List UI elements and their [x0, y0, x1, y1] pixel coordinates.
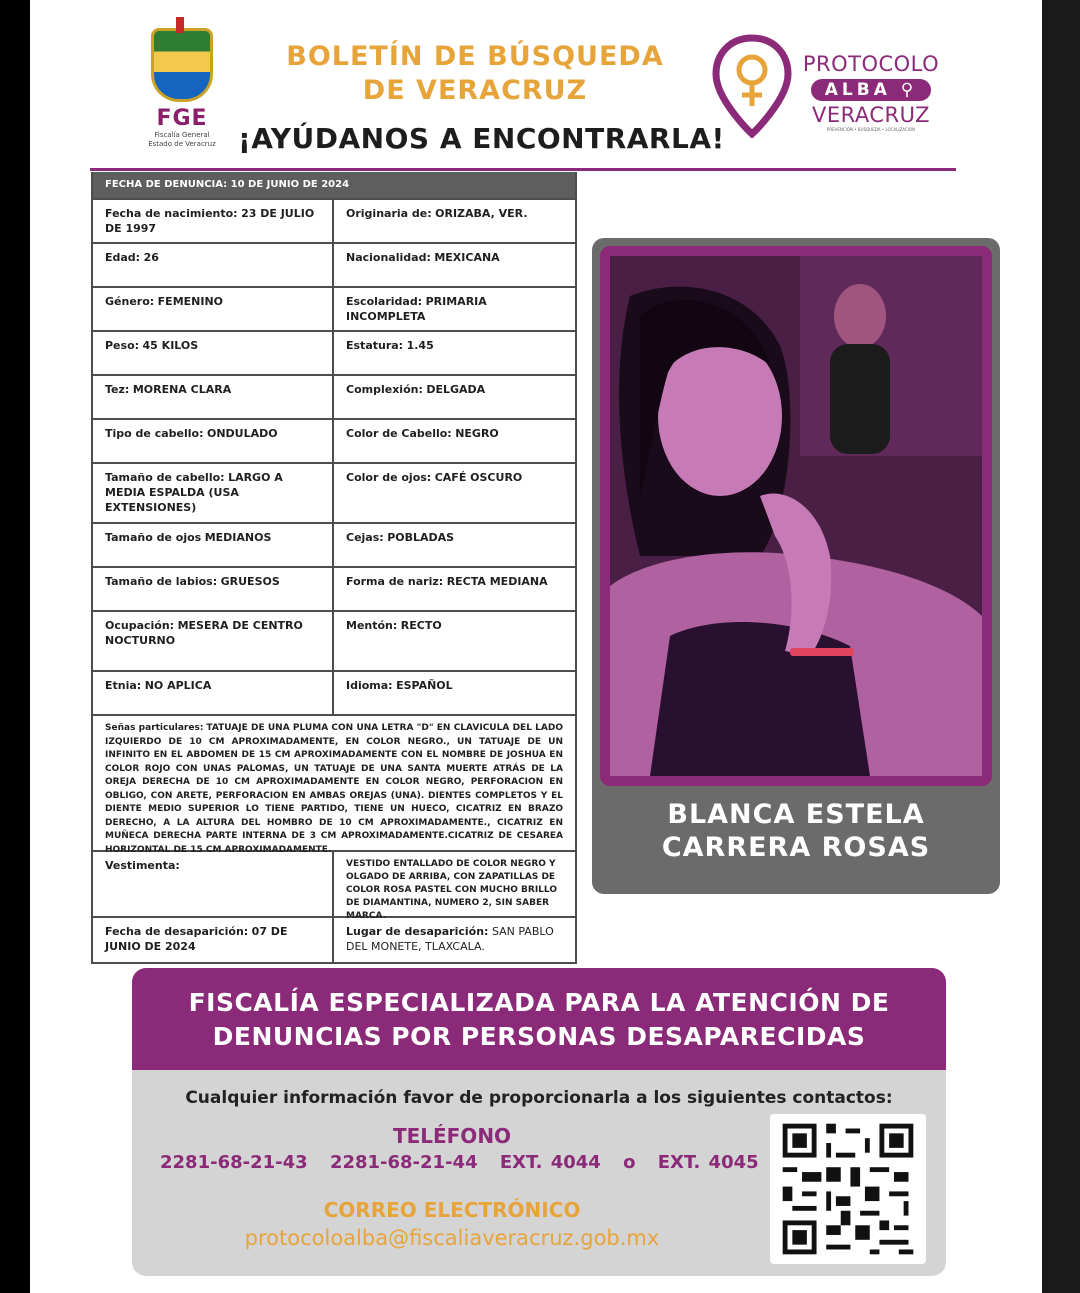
table-cell: Vestimenta:: [93, 852, 334, 916]
fge-logo-text: FGE: [156, 106, 208, 131]
table-row-vestimenta: [93, 850, 575, 921]
alba-line-4: PREVENCIÓN • BÚSQUEDA • LOCALIZACIÓN: [826, 127, 916, 132]
email-link[interactable]: protocoloalba@fiscaliaveracruz.gob.mx: [244, 1226, 660, 1250]
table-row: [93, 462, 575, 522]
table-cell: Edad: 26: [93, 244, 334, 286]
table-row: [93, 374, 575, 418]
table-cell: Fecha de desaparición: 07 DE JUNIO DE 2024: [93, 918, 334, 962]
person-data-table: [91, 172, 577, 964]
table-row: [93, 610, 575, 670]
table-row-senas: [93, 714, 575, 855]
phone-numbers: [160, 1152, 773, 1173]
qr-code[interactable]: [770, 1114, 926, 1264]
table-cell: Forma de nariz: RECTA MEDIANA: [346, 575, 548, 588]
name-line-2: CARRERA ROSAS: [661, 832, 931, 863]
contact-intro: Cualquier información favor de proporcionarla a los siguientes contactos:: [185, 1088, 893, 1108]
denuncia-date: FECHA DE DENUNCIA: 10 DE JUNIO DE 2024: [93, 172, 575, 198]
or-separator: o: [623, 1152, 636, 1173]
table-cell: Idioma: ESPAÑOL: [346, 679, 453, 692]
table-cell: Tipo de cabello: ONDULADO: [93, 420, 334, 462]
phone-heading: TELÉFONO: [392, 1124, 512, 1148]
table-row: [93, 566, 575, 610]
table-cell: Mentón: RECTO: [346, 619, 442, 632]
screen-edge: [1042, 0, 1080, 1293]
table-cell: Tamaño de cabello: LARGO A MEDIA ESPALDA (USA EXTENSIONES): [93, 464, 334, 522]
table-cell: VESTIDO ENTALLADO DE COLOR NEGRO Y OLGADO DE ARRIBA, CON ZAPATILLAS DE COLOR ROSA PASTEL CON MUCHO BRILLO DE DIAMANTINA, NUMERO 2, SIN SABER MARCA.: [346, 859, 557, 921]
table-cell: Fecha de nacimiento: 23 DE JULIO DE 1997: [93, 200, 334, 242]
table-row: [93, 418, 575, 462]
table-cell: Nacionalidad: MEXICANA: [346, 251, 500, 264]
header-divider: [90, 168, 956, 171]
table-cell: Lugar de desaparición: SAN PABLO DEL MONETE, TLAXCALA.: [346, 925, 554, 953]
fge-logo-sub-1: Fiscalía General: [154, 131, 210, 139]
bulletin-title: [250, 40, 700, 108]
veracruz-shield-icon: [151, 28, 213, 102]
table-cell: Etnia: NO APLICA: [93, 672, 334, 714]
table-cell: Complexión: DELGADA: [346, 383, 486, 396]
table-row: [93, 198, 575, 242]
banner-line-1: FISCALÍA ESPECIALIZADA PARA LA ATENCIÓN DE: [188, 988, 890, 1017]
table-row: [93, 330, 575, 374]
table-row: [93, 286, 575, 330]
table-cell: Cejas: POBLADAS: [346, 531, 455, 544]
alba-line-2: ALBA ⚲: [811, 79, 931, 101]
phone-number[interactable]: 2281-68-21-44: [329, 1152, 478, 1173]
table-row: [93, 670, 575, 714]
qr-code-icon: [770, 1114, 926, 1264]
table-row-desaparicion: [93, 916, 575, 962]
senas-particulares: Señas particulares: TATUAJE DE UNA PLUMA CON UNA LETRA "D" EN CLAVICULA DEL LADO IZQUIERDO DE 10 CM APROXIMADAMENTE, EN COLOR NEGRO., UN TATUAJE DE UN INFINITO EN EL ABDOMEN DE 15 CM APROXIMADAMENTE CON EL NOMBRE DE JOSHUA EN COLOR ROJO CON UNAS PALOMAS, UN TATUAJE DE UNA SANTA MUERTE ATRÁS DE LA OREJA DERECHA DE 10 CM APROXIMADAMENTE EN COLOR NEGRO, PERFORACION EN OBLIGO, CON ARETE, PERFORACION EN AMBAS OREJAS (UNA). DIENTES COMPLETOS Y EL DIENTE MEDIO SUPERIOR LO TIENE PARTIDO, TIENE UN HUECO, CICATRIZ EN BRAZO DERECHO, A LA ALTURA DEL HOMBRO DE 10 CM APROXIMADAMENTE., CICATRIZ EN MUÑECA DERECHA PARTE INTERNA DE 3 CM APROXIMADAMENTE.CICATRIZ DE CESAREA HORIZONTAL DE 15 CM APROXIMADAMENTE.: [105, 723, 563, 855]
name-line-1: BLANCA ESTELA: [667, 799, 925, 830]
bulletin-subtitle: ¡AYÚDANOS A ENCONTRARLA!: [238, 122, 725, 155]
table-cell: Tamaño de ojos MEDIANOS: [93, 524, 334, 566]
fiscalia-banner: [132, 968, 946, 1070]
fge-logo-sub-2: Estado de Veracruz: [148, 140, 216, 148]
location-pin-female-icon: [712, 34, 792, 138]
title-line-2: DE VERACRUZ: [362, 75, 588, 106]
search-icon: ⚲: [900, 80, 918, 100]
email-heading: CORREO ELECTRÓNICO: [323, 1198, 581, 1222]
table-cell: Originaria de: ORIZABA, VER.: [346, 207, 528, 220]
table-cell: Género: FEMENINO: [93, 288, 334, 330]
contact-panel: [132, 1070, 946, 1276]
table-cell: Ocupación: MESERA DE CENTRO NOCTURNO: [93, 612, 334, 670]
protocolo-alba-logo: [796, 52, 946, 132]
table-row: [93, 242, 575, 286]
table-cell: Tez: MORENA CLARA: [93, 376, 334, 418]
table-cell: Escolaridad: PRIMARIA INCOMPLETA: [346, 295, 487, 323]
phone-number[interactable]: 2281-68-21-43: [160, 1152, 308, 1173]
phone-extension: EXT. 4045: [657, 1152, 759, 1173]
table-cell: Estatura: 1.45: [346, 339, 434, 352]
alba-line-3: VERACRUZ: [811, 103, 930, 127]
table-cell: Color de Cabello: NEGRO: [346, 427, 499, 440]
photo-card: [592, 238, 1000, 894]
table-cell: Color de ojos: CAFÉ OSCURO: [346, 471, 523, 484]
portrait-illustration: [610, 256, 982, 776]
table-row: [93, 522, 575, 566]
photo-frame: [600, 246, 992, 786]
banner-line-2: DENUNCIAS POR PERSONAS DESAPARECIDAS: [212, 1022, 866, 1051]
fge-logo: [132, 28, 232, 149]
alba-line-1: PROTOCOLO: [802, 52, 940, 76]
title-line-1: BOLETÍN DE BÚSQUEDA: [286, 41, 664, 72]
missing-person-photo: [610, 256, 982, 776]
missing-person-name: [592, 798, 1000, 864]
table-cell: Tamaño de labios: GRUESOS: [93, 568, 334, 610]
table-cell: Peso: 45 KILOS: [93, 332, 334, 374]
phone-extension: EXT. 4044: [499, 1152, 601, 1173]
